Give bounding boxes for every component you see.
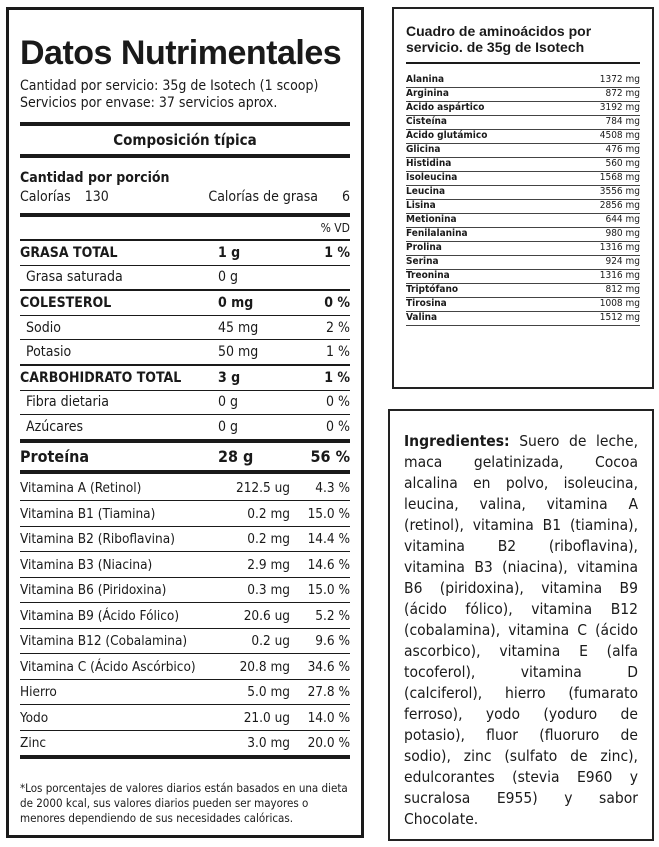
nutrient-amount: 50 mg xyxy=(218,344,259,361)
vitamin-pct: 27.8 % xyxy=(307,684,350,700)
ingredients-list: Suero de leche, maca gelatinizada, Cocoa alcalina en polvo, isoleucina, leucina, valina, vitamina A (retinol), vitamina B1 (tiamina), vitamina B2 (riboflavina), vitamina B3 (niacina), vitamina B6 (piridoxina), vitamina B9 (ácido fólico), vitamina B12 (cobalamina), vitamina C (ácido ascorbico), vitamina E (alfa tocoferol), vitamina D (calciferol), hierro (fumarato ferroso), yodo (yoduro de potasio), fluor (fluoruro de sodio), zinc (sulfato de zinc), edulcorantes (stevia E960 y sucralosa E955) y sabor Chocolate. xyxy=(404,432,638,828)
divider xyxy=(20,470,350,474)
amino-row xyxy=(406,158,640,172)
nutrient-amount: 45 mg xyxy=(218,319,259,336)
amino-value: 812 mg xyxy=(605,284,640,295)
vitamin-row xyxy=(20,680,350,705)
vitamin-amount: 5.0 mg xyxy=(247,684,290,700)
amino-row xyxy=(406,88,640,102)
nutrient-amount: 0 g xyxy=(218,269,239,286)
nutrient-amount: 0 g xyxy=(218,394,239,411)
nutrient-pct: 1 % xyxy=(324,244,350,261)
calories-row xyxy=(20,187,350,207)
nutrient-label: Fibra dietaria xyxy=(26,394,109,411)
per-portion-label: Cantidad por porción xyxy=(20,170,170,186)
amino-value: 1372 mg xyxy=(599,74,640,85)
nutrient-row xyxy=(20,415,350,439)
amino-value: 476 mg xyxy=(605,144,640,155)
nutrient-row xyxy=(20,366,350,390)
vitamin-amount: 212.5 ug xyxy=(235,480,290,496)
amino-row xyxy=(406,228,640,242)
nutrient-amount: 0 mg xyxy=(218,294,254,311)
vitamin-label: Vitamina B6 (Piridoxina) xyxy=(20,582,167,598)
vitamin-amount: 0.2 ug xyxy=(251,633,290,649)
vitamin-row xyxy=(20,476,350,501)
amino-name: Triptófano xyxy=(406,284,459,295)
vitamins-minerals xyxy=(20,476,350,756)
amino-value: 4508 mg xyxy=(599,130,640,141)
vitamin-row xyxy=(20,501,350,526)
amino-name: Lisina xyxy=(406,200,436,211)
nutrient-label: GRASA TOTAL xyxy=(20,244,118,261)
protein-label: Proteína xyxy=(20,446,90,466)
calories-label: Calorías xyxy=(20,189,71,205)
vitamin-amount: 0.3 mg xyxy=(247,582,290,598)
amino-value: 1568 mg xyxy=(599,172,640,183)
vitamin-pct: 34.6 % xyxy=(307,658,350,675)
amino-name: Histidina xyxy=(406,158,452,169)
amino-value: 1316 mg xyxy=(599,242,640,253)
nutrient-pct: 1 % xyxy=(324,369,350,386)
nutrient-pct: 0 % xyxy=(324,294,350,311)
amino-name: Valina xyxy=(406,312,438,323)
amino-value: 872 mg xyxy=(605,88,640,99)
divider xyxy=(20,755,350,759)
nutrition-title: Datos Nutrimentales xyxy=(20,34,342,72)
amino-name: Metionina xyxy=(406,214,457,225)
vitamin-pct: 15.0 % xyxy=(307,582,350,598)
fat-calories-label: Calorías de grasa xyxy=(208,189,318,205)
nutrient-pct: 0 % xyxy=(326,394,350,411)
amino-value: 1512 mg xyxy=(599,312,640,323)
nutrient-label: COLESTEROL xyxy=(20,294,112,311)
calories-value: 130 xyxy=(84,189,109,205)
vitamin-pct: 9.6 % xyxy=(315,633,350,649)
nutrient-row xyxy=(20,391,350,415)
vitamin-pct: 15.0 % xyxy=(307,505,350,522)
nutrient-pct: 1 % xyxy=(326,344,350,361)
dv-header: % VD xyxy=(320,221,350,235)
vitamin-row xyxy=(20,629,350,654)
nutrient-label: Grasa saturada xyxy=(26,269,123,286)
vitamin-label: Yodo xyxy=(20,709,49,726)
nutrient-row xyxy=(20,291,350,315)
amino-row xyxy=(406,214,640,228)
amino-name: Prolina xyxy=(406,242,442,253)
nutrient-row xyxy=(20,241,350,265)
amino-name: Fenilalanina xyxy=(406,228,468,239)
ingredients-label: Ingredientes: xyxy=(404,432,510,450)
amino-row xyxy=(406,116,640,130)
amino-value: 924 mg xyxy=(605,256,640,267)
amino-row xyxy=(406,242,640,256)
vitamin-label: Vitamina B2 (Riboflavina) xyxy=(20,531,175,547)
vitamin-amount: 20.8 mg xyxy=(239,658,290,675)
vitamin-pct: 20.0 % xyxy=(307,735,350,751)
vitamin-amount: 0.2 mg xyxy=(247,505,290,522)
vitamin-label: Vitamina B3 (Niacina) xyxy=(20,556,153,573)
amino-row xyxy=(406,130,640,144)
amino-name: Ácido glutámico xyxy=(406,130,488,141)
servings-per-container: Servicios por envase: 37 servicios aprox. xyxy=(20,95,278,111)
protein-pct: 56 % xyxy=(310,446,350,466)
amino-name: Arginina xyxy=(406,88,449,99)
amino-value: 1008 mg xyxy=(599,298,640,309)
nutrient-amount: 0 g xyxy=(218,418,239,435)
vitamin-row xyxy=(20,705,350,730)
amino-value: 560 mg xyxy=(605,158,640,169)
amino-name: Treonina xyxy=(406,270,450,281)
section-title: Composición típica xyxy=(113,131,257,149)
amino-row xyxy=(406,144,640,158)
vitamin-amount: 21.0 ug xyxy=(243,709,290,726)
vitamin-row xyxy=(20,654,350,679)
vitamin-row xyxy=(20,603,350,628)
amino-value: 1316 mg xyxy=(599,270,640,281)
divider xyxy=(406,62,640,64)
ingredients-text xyxy=(404,431,638,830)
vitamin-label: Vitamina B12 (Cobalamina) xyxy=(20,633,188,649)
nutrient-row xyxy=(20,316,350,340)
amino-name: Ácido aspártico xyxy=(406,102,485,113)
vitamin-label: Vitamina C (Ácido Ascórbico) xyxy=(20,658,196,675)
nutrient-pct: 2 % xyxy=(326,319,350,336)
vitamin-row xyxy=(20,731,350,756)
amino-acid-panel xyxy=(392,7,654,389)
amino-title: Cuadro de aminoácidos por servicio. de 35g de Isotech xyxy=(406,23,592,55)
vitamin-pct: 14.0 % xyxy=(307,709,350,726)
nutrient-amount: 3 g xyxy=(218,369,241,386)
nutrient-label: Potasio xyxy=(26,344,72,361)
ingredients-panel xyxy=(388,409,654,841)
dv-header-row xyxy=(20,217,350,239)
nutrient-amount: 1 g xyxy=(218,244,241,261)
footnote: *Los porcentajes de valores diarios están basados en una dieta de 2000 kcal, sus valores diarios pueden ser mayores o menores dependiendo de sus necesidades calóricas. xyxy=(20,781,348,826)
amino-name: Tirosina xyxy=(406,298,447,309)
amino-row xyxy=(406,102,640,116)
amino-name: Alanina xyxy=(406,74,445,85)
vitamin-label: Hierro xyxy=(20,684,57,700)
nutrition-facts-panel xyxy=(6,7,364,838)
nutrient-row xyxy=(20,266,350,290)
vitamin-pct: 5.2 % xyxy=(315,607,350,624)
divider xyxy=(20,154,350,158)
nutrient-row xyxy=(20,340,350,364)
amino-value: 980 mg xyxy=(605,228,640,239)
amino-name: Leucina xyxy=(406,186,446,197)
vitamin-row xyxy=(20,578,350,603)
amino-value: 784 mg xyxy=(605,116,640,127)
amino-name: Serina xyxy=(406,256,439,267)
vitamin-pct: 4.3 % xyxy=(315,480,350,496)
amino-row xyxy=(406,270,640,284)
amino-row xyxy=(406,312,640,326)
vitamin-label: Zinc xyxy=(20,735,47,751)
amino-name: Isoleucina xyxy=(406,172,458,183)
vitamin-label: Vitamina B1 (Tiamina) xyxy=(20,505,156,522)
amino-row xyxy=(406,172,640,186)
amino-row xyxy=(406,284,640,298)
fat-calories-value: 6 xyxy=(341,189,350,205)
amino-row xyxy=(406,186,640,200)
amino-value: 2856 mg xyxy=(599,200,640,211)
amino-value: 644 mg xyxy=(605,214,640,225)
amino-row xyxy=(406,298,640,312)
amino-name: Glicina xyxy=(406,144,441,155)
amino-table xyxy=(406,74,640,326)
vitamin-label: Vitamina B9 (Ácido Fólico) xyxy=(20,607,180,624)
vitamin-amount: 20.6 ug xyxy=(243,607,290,624)
vitamin-amount: 3.0 mg xyxy=(247,735,290,751)
amino-row xyxy=(406,200,640,214)
protein-amount: 28 g xyxy=(218,446,254,466)
amino-name: Cisteína xyxy=(406,116,448,127)
vitamin-pct: 14.6 % xyxy=(307,556,350,573)
nutrient-label: Azúcares xyxy=(26,418,84,435)
amino-value: 3556 mg xyxy=(599,186,640,197)
amino-row xyxy=(406,256,640,270)
vitamin-amount: 2.9 mg xyxy=(247,556,290,573)
protein-row xyxy=(20,443,350,470)
nutrient-label: CARBOHIDRATO TOTAL xyxy=(20,369,182,386)
vitamin-amount: 0.2 mg xyxy=(247,531,290,547)
main-nutrients xyxy=(20,241,350,439)
vitamin-pct: 14.4 % xyxy=(307,531,350,547)
vitamin-label: Vitamina A (Retinol) xyxy=(20,480,142,496)
vitamin-row xyxy=(20,527,350,552)
amino-row xyxy=(406,74,640,88)
serving-size: Cantidad por servicio: 35g de Isotech (1 scoop) xyxy=(20,78,319,94)
nutrient-pct: 0 % xyxy=(326,418,350,435)
vitamin-row xyxy=(20,552,350,577)
nutrient-label: Sodio xyxy=(26,319,61,336)
amino-value: 3192 mg xyxy=(599,102,640,113)
